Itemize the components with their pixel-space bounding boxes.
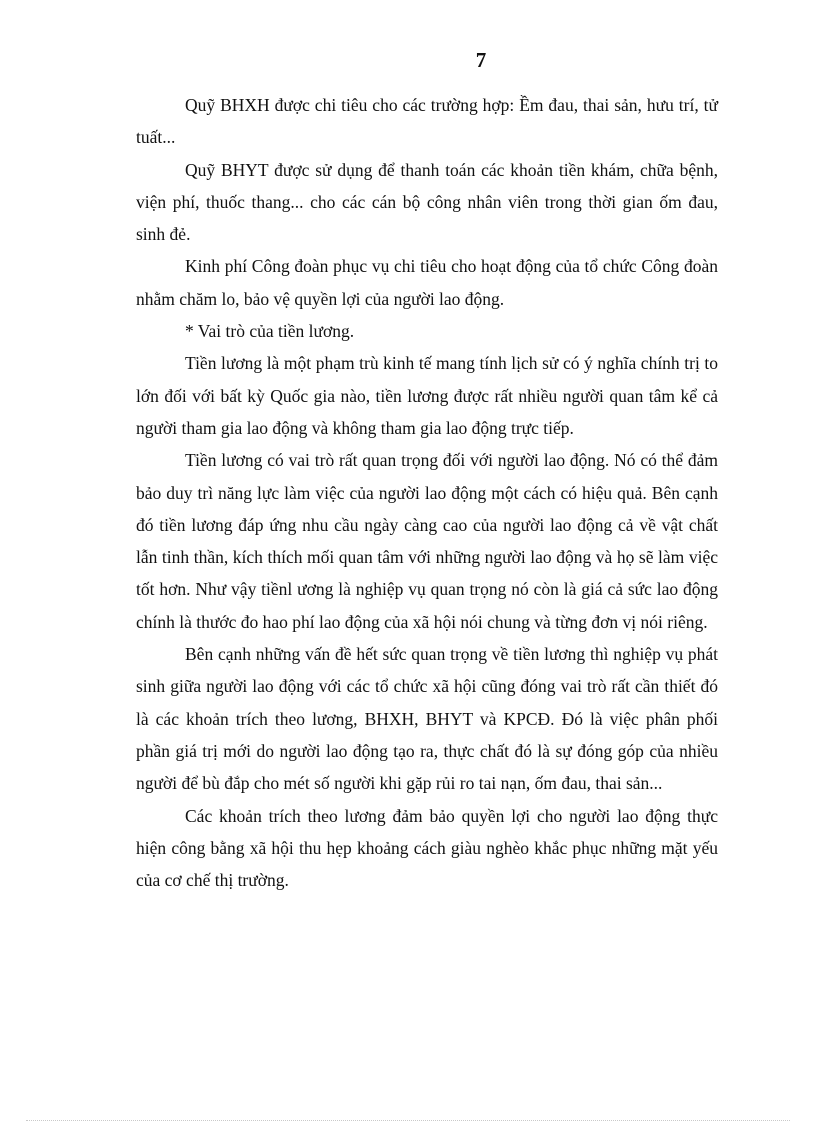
paragraph-deductions: Bên cạnh những vấn đề hết sức quan trọng về tiền lương thì nghiệp vụ phát sinh giữa người lao động với các tổ chức xã hội cũng đóng vai trò rất cần thiết đó là các khoản trích theo lương, BHXH, BHYT và KPCĐ. Đó là việc phân phối phần giá trị mới do người lao động tạo ra, thực chất đó là sự đóng góp của nhiều người để bù đắp cho mét số người khi gặp rủi ro tai nạn, ốm đau, thai sản... — [136, 644, 718, 794]
section-heading-salary-role: * Vai trò của tiền lương. — [185, 321, 355, 342]
paragraph-bhxh-fund: Quỹ BHXH được chi tiêu cho các trường hợp: Ềm đau, thai sản, hưu trí, tử tuất... — [136, 95, 718, 148]
page-bottom-divider — [26, 1120, 790, 1121]
page-number: 7 — [475, 48, 487, 72]
paragraph-union-fund: Kinh phí Công đoàn phục vụ chi tiêu cho hoạt động của tổ chức Công đoàn nhằm chăm lo, bảo vệ quyền lợi của người lao động. — [136, 256, 718, 309]
paragraph-salary-definition: Tiền lương là một phạm trù kinh tế mang tính lịch sử có ý nghĩa chính trị to lớn đối với bất kỳ Quốc gia nào, tiền lương được rất nhiều người quan tâm kể cả người tham gia lao động và không tham gia lao động trực tiếp. — [136, 353, 718, 438]
document-body — [136, 89, 718, 896]
paragraph-deductions-benefit: Các khoản trích theo lương đảm bảo quyền lợi cho người lao động thực hiện công bằng xã hội thu hẹp khoảng cách giàu nghèo khắc phục những mặt yếu của cơ chế thị trường. — [136, 805, 718, 891]
paragraph-salary-importance: Tiền lương có vai trò rất quan trọng đối với người lao động. Nó có thể đảm bảo duy trì năng lực làm việc của người lao động một cách có hiệu quả. Bên cạnh đó tiền lương đáp ứng nhu cầu ngày càng cao của người lao động cả về vật chất lẫn tinh thần, kích thích mối quan tâm với những người lao động và họ sẽ làm việc tốt hơn. Như vậy tiềnl ương là nghiệp vụ quan trọng nó còn là giá cả sức lao động chính là thước đo hao phí lao động của xã hội nói chung và từng đơn vị nói riêng. — [136, 450, 718, 632]
paragraph-bhyt-fund: Quỹ BHYT được sử dụng để thanh toán các khoản tiền khám, chữa bệnh, viện phí, thuốc thang... cho các cán bộ công nhân viên trong thời gian ốm đau, sinh đẻ. — [136, 159, 718, 245]
